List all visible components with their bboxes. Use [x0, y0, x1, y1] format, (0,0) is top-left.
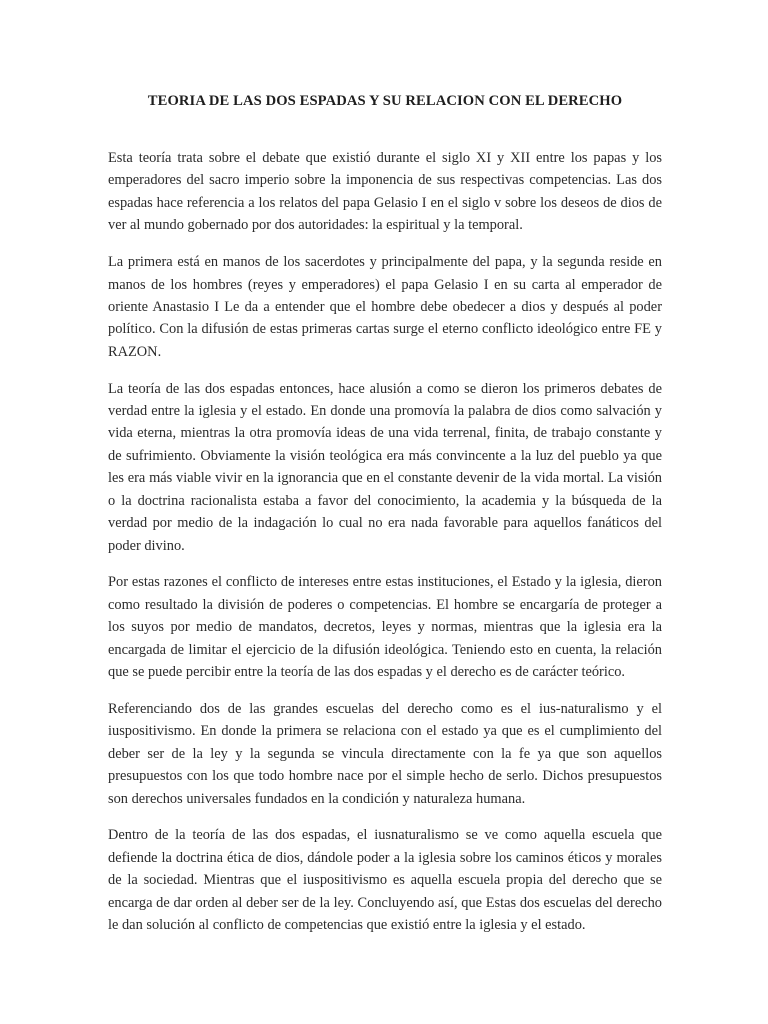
paragraph-6: Dentro de la teoría de las dos espadas, el iusnaturalismo se ve como aquella escuela que defiende la doctrina ética de dios, dándole poder a la iglesia sobre los caminos éticos y morales de la sociedad. Mientras que el iuspositivismo es aquella escuela propia del derecho que se encarga de dar orden al deber ser de la ley. Concluyendo así, que Estas dos escuelas del derecho le dan solución al conflicto de competencias que existió entre la iglesia y el estado. [108, 827, 662, 934]
paragraph-5: Referenciando dos de las grandes escuelas del derecho como es el ius-naturalismo y el iuspositivismo. En donde la primera se relaciona con el estado ya que es el cumplimiento del deber ser de la ley y la segunda se vincula directamente con la fe ya que son aquellos presupuestos con los que todo hombre nace por el simple hecho de serlo. Dichos presupuestos son derechos universales fundados en la condición y naturaleza humana. [108, 700, 662, 807]
paragraph-1: Esta teoría trata sobre el debate que existió durante el siglo XI y XII entre los papas y los emperadores del sacro imperio sobre la imponencia de sus respectivas competencias. Las dos espadas hace referencia a los relatos del papa Gelasio I en el siglo v sobre los deseos de dios de ver al mundo gobernado por dos autoridades: la espiritual y la temporal. [108, 150, 662, 234]
paragraph-4: Por estas razones el conflicto de intereses entre estas instituciones, el Estado y la iglesia, dieron como resultado la división de poderes o competencias. El hombre se encargaría de proteger a los suyos por medio de mandatos, decretos, leyes y normas, mientras que la iglesia era la encargada de limitar el ejercicio de la difusión ideológica. Teniendo esto en cuenta, la relación que se puede percibir entre la teoría de las dos espadas y el derecho es de carácter teórico. [108, 574, 662, 681]
paragraph-3: La teoría de las dos espadas entonces, hace alusión a como se dieron los primeros debates de verdad entre la iglesia y el estado. En donde una promovía la palabra de dios como salvación y vida eterna, mientras la otra promovía ideas de una vida terrenal, finita, de trabajo constante y de sufrimiento. Obviamente la visión teológica era más convincente a la luz del pueblo ya que les era más viable vivir en la ignorancia que en el constante devenir de la vida mortal. La visión o la doctrina racionalista estaba a favor del conocimiento, la academia y la búsqueda de la verdad por medio de la indagación lo cual no era nada favorable para aquellos fanáticos del poder divino. [108, 380, 662, 554]
paragraph-2: La primera está en manos de los sacerdotes y principalmente del papa, y la segunda reside en manos de los hombres (reyes y emperadores) el papa Gelasio I en su carta al emperador de oriente Anastasio I Le da a entender que el hombre debe obedecer a dios y después al poder político. Con la difusión de estas primeras cartas surge el eterno conflicto ideológico entre FE y RAZON. [108, 254, 662, 360]
document-title: TEORIA DE LAS DOS ESPADAS Y SU RELACION CON EL DERECHO [147, 93, 623, 109]
